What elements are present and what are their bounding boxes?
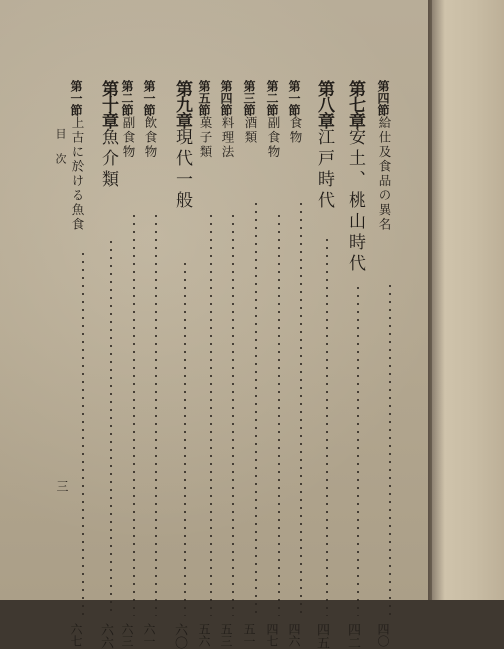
- entry-page: 四六: [287, 623, 301, 647]
- facing-page-edge: [432, 0, 504, 600]
- dot-leader: [110, 238, 112, 616]
- entry-page: 五一: [242, 623, 256, 647]
- page-number: 三: [55, 480, 69, 492]
- dot-leader: [389, 282, 391, 616]
- dot-leader: [255, 200, 257, 616]
- entry-title: 酒類: [243, 116, 258, 145]
- entry-title: 安土、桃山時代: [345, 128, 365, 275]
- entry-label: 第十章: [98, 80, 118, 128]
- toc-entry: [343, 80, 373, 649]
- entry-page: 五三: [219, 623, 233, 647]
- toc-entry: [68, 80, 98, 647]
- entry-label: 第八章: [314, 80, 334, 128]
- toc-entry: [170, 80, 200, 649]
- entry-title: 料理法: [220, 116, 235, 160]
- entry-label: 第五節: [197, 80, 211, 116]
- entry-title: 上古に於ける魚食: [70, 116, 85, 232]
- entry-page: 六六: [98, 623, 113, 649]
- entry-page: 五六: [197, 623, 211, 647]
- dot-leader: [278, 212, 280, 616]
- entry-label: 第二節: [120, 80, 134, 116]
- entry-title: 魚介類: [98, 128, 118, 191]
- entry-page: 六三: [120, 623, 134, 647]
- entry-label: 第四節: [376, 80, 390, 116]
- entry-title: 飲食物: [143, 116, 158, 160]
- entry-title: 現代一般: [172, 128, 192, 212]
- entry-label: 第二節: [265, 80, 279, 116]
- entry-title: 副食物: [266, 116, 281, 160]
- entry-page: 六一: [142, 623, 156, 647]
- entry-page: 四五: [314, 623, 329, 649]
- entry-label: 第一節: [69, 80, 83, 116]
- entry-title: 副食物: [121, 116, 136, 160]
- dot-leader: [210, 212, 212, 616]
- entry-page: 四〇: [376, 623, 390, 647]
- entry-title: 給仕及食品の異名: [377, 116, 392, 232]
- entry-label: 第三節: [242, 80, 256, 116]
- entry-page: 四七: [265, 623, 279, 647]
- entry-page: 六〇: [172, 623, 187, 649]
- dot-leader: [155, 212, 157, 616]
- dot-leader: [357, 284, 359, 616]
- dot-leader: [232, 212, 234, 616]
- entry-title: 江戸時代: [314, 128, 334, 212]
- entry-title: 食物: [288, 116, 303, 145]
- dot-leader: [326, 236, 328, 616]
- entry-title: 菓子類: [198, 116, 213, 160]
- running-head: 目次: [54, 128, 67, 178]
- entry-label: 第九章: [172, 80, 192, 128]
- entry-page: 六七: [69, 623, 83, 647]
- dot-leader: [82, 250, 84, 616]
- dot-leader: [133, 212, 135, 616]
- entry-label: 第四節: [219, 80, 233, 116]
- toc-entry: [96, 80, 126, 649]
- dot-leader: [300, 200, 302, 616]
- toc-entry: [375, 80, 405, 647]
- entry-label: 第一節: [142, 80, 156, 116]
- entry-label: 第一節: [287, 80, 301, 116]
- dot-leader: [184, 260, 186, 616]
- toc-entry: [312, 80, 342, 649]
- entry-label: 第七章: [345, 80, 365, 128]
- entry-page: 四二: [345, 623, 360, 649]
